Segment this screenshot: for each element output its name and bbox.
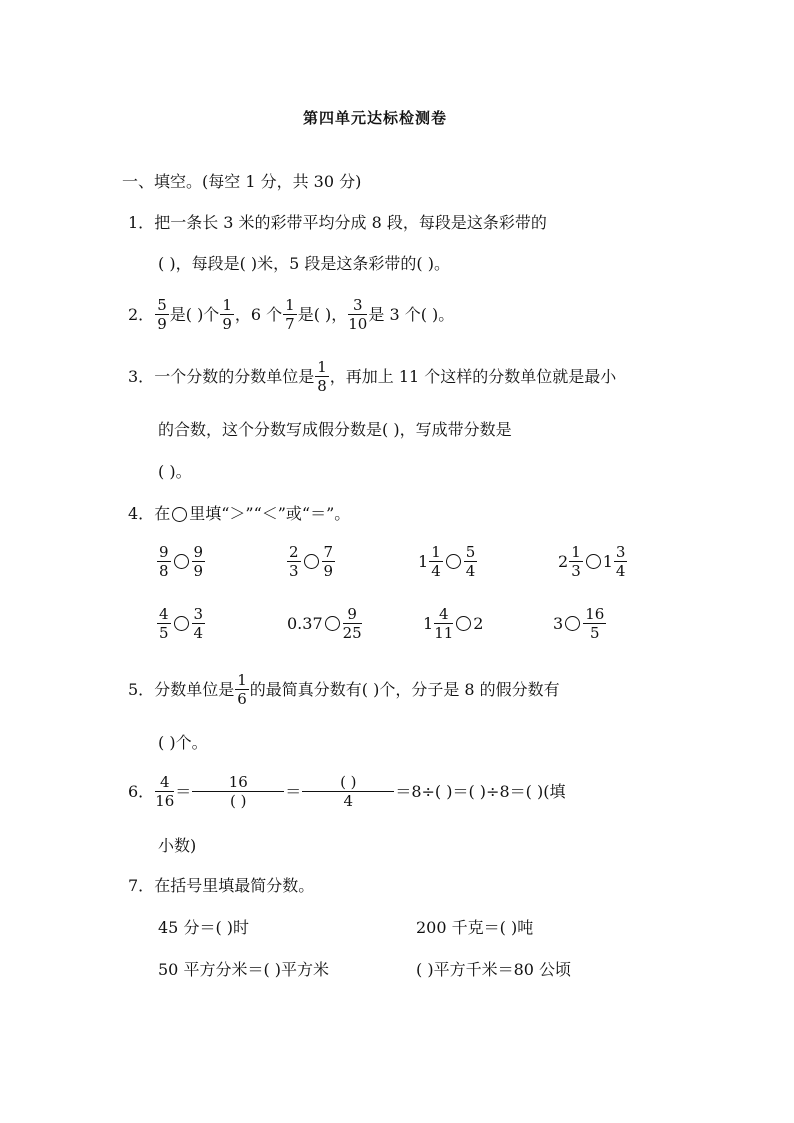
fraction: $\frac{16}{( )}$ [192, 773, 284, 810]
question-number: 7． [128, 876, 155, 895]
question-text: ，6 个 [234, 304, 283, 324]
question-text: 在 [154, 504, 171, 523]
question-text: 是 3 个( )。 [368, 304, 455, 324]
fraction: $\frac{3}{10}$ [348, 296, 368, 333]
question-number: 5． [128, 679, 155, 699]
question-text: 在括号里填最简分数。 [154, 876, 315, 895]
answer-circle[interactable] [565, 616, 580, 631]
fraction: $\frac{1}{9}$ [222, 296, 232, 333]
question-6: 6． $\frac{4}{16}$ ＝ $\frac{16}{( )}$ ＝ $\frac{( )}{4}$ ＝8÷( )＝( )÷8＝( )(填 [128, 773, 566, 810]
fraction: $\frac{( )}{4}$ [302, 773, 394, 810]
question-text: 分数单位是 [154, 679, 235, 699]
question-text: 是( )个 [169, 304, 220, 324]
answer-circle[interactable] [586, 554, 601, 569]
question-number: 3． [128, 366, 155, 386]
question-4 [128, 504, 350, 524]
question-1 [128, 213, 547, 233]
fraction: $\frac{1}{7}$ [285, 296, 295, 333]
fraction: $\frac{1}{8}$ [317, 358, 327, 395]
question-2 [128, 296, 454, 333]
question-number: 6． [128, 781, 155, 801]
comparison-item: 1 $\frac{4}{11}$ 2 [423, 605, 484, 642]
comparison-item: 3 $\frac{16}{5}$ [553, 605, 605, 642]
answer-circle[interactable] [174, 616, 189, 631]
question-1-line-2: ( )，每段是( )米，5 段是这条彩带的( )。 [158, 254, 450, 273]
question-number: 4． [128, 504, 155, 523]
question-5 [128, 671, 560, 708]
fraction: $\frac{1}{6}$ [237, 671, 247, 708]
circle-icon [172, 507, 187, 522]
answer-circle[interactable] [325, 616, 340, 631]
question-text: 里填“＞”“＜”或“＝”。 [189, 504, 351, 523]
question-text: 一个分数的分数单位是 [154, 366, 315, 386]
answer-circle[interactable] [174, 554, 189, 569]
question-number: 2． [128, 304, 155, 324]
question-text: 的最简真分数有( )个，分子是 8 的假分数有 [249, 679, 560, 699]
conversion-item: 200 千克＝( )吨 [416, 918, 534, 937]
question-3 [128, 358, 616, 395]
comparison-item: $\frac{9}{8}$ $\frac{9}{9}$ [159, 543, 204, 580]
question-3-line-2: 的合数，这个分数写成假分数是( )，写成带分数是 [158, 420, 512, 439]
fraction: $\frac{5}{9}$ [157, 296, 167, 333]
comparison-item: $\frac{4}{5}$ $\frac{3}{4}$ [159, 605, 204, 642]
conversion-item: ( )平方千米＝80 公顷 [416, 960, 572, 979]
answer-circle[interactable] [446, 554, 461, 569]
comparison-item: 2 $\frac{1}{3}$ 1 $\frac{3}{4}$ [558, 543, 626, 580]
question-text: 把一条长 3 米的彩带平均分成 8 段，每段是这条彩带的 [154, 213, 547, 232]
answer-circle[interactable] [304, 554, 319, 569]
question-number: 1． [128, 213, 155, 232]
conversion-item: 50 平方分米＝( )平方米 [158, 960, 330, 979]
comparison-item: $\frac{2}{3}$ $\frac{7}{9}$ [289, 543, 334, 580]
question-6-line-2: 小数) [158, 836, 197, 855]
question-text: ＝8÷( )＝( )÷8＝( )(填 [395, 781, 566, 801]
question-5-line-2: ( )个。 [158, 733, 208, 752]
fraction: $\frac{4}{16}$ [155, 773, 175, 810]
question-text: ，再加上 11 个这样的分数单位就是最小 [329, 366, 617, 386]
question-text: 是( )， [297, 304, 348, 324]
answer-circle[interactable] [456, 616, 471, 631]
section-heading: 一、填空。(每空 1 分，共 30 分) [122, 172, 362, 191]
question-3-line-3: ( )。 [158, 462, 192, 481]
conversion-item: 45 分＝( )时 [158, 918, 250, 937]
comparison-item: 0.37 $\frac{9}{25}$ [287, 605, 362, 642]
question-7 [128, 876, 314, 896]
page-title: 第四单元达标检测卷 [303, 109, 448, 127]
comparison-item: 1 $\frac{1}{4}$ $\frac{5}{4}$ [418, 543, 476, 580]
